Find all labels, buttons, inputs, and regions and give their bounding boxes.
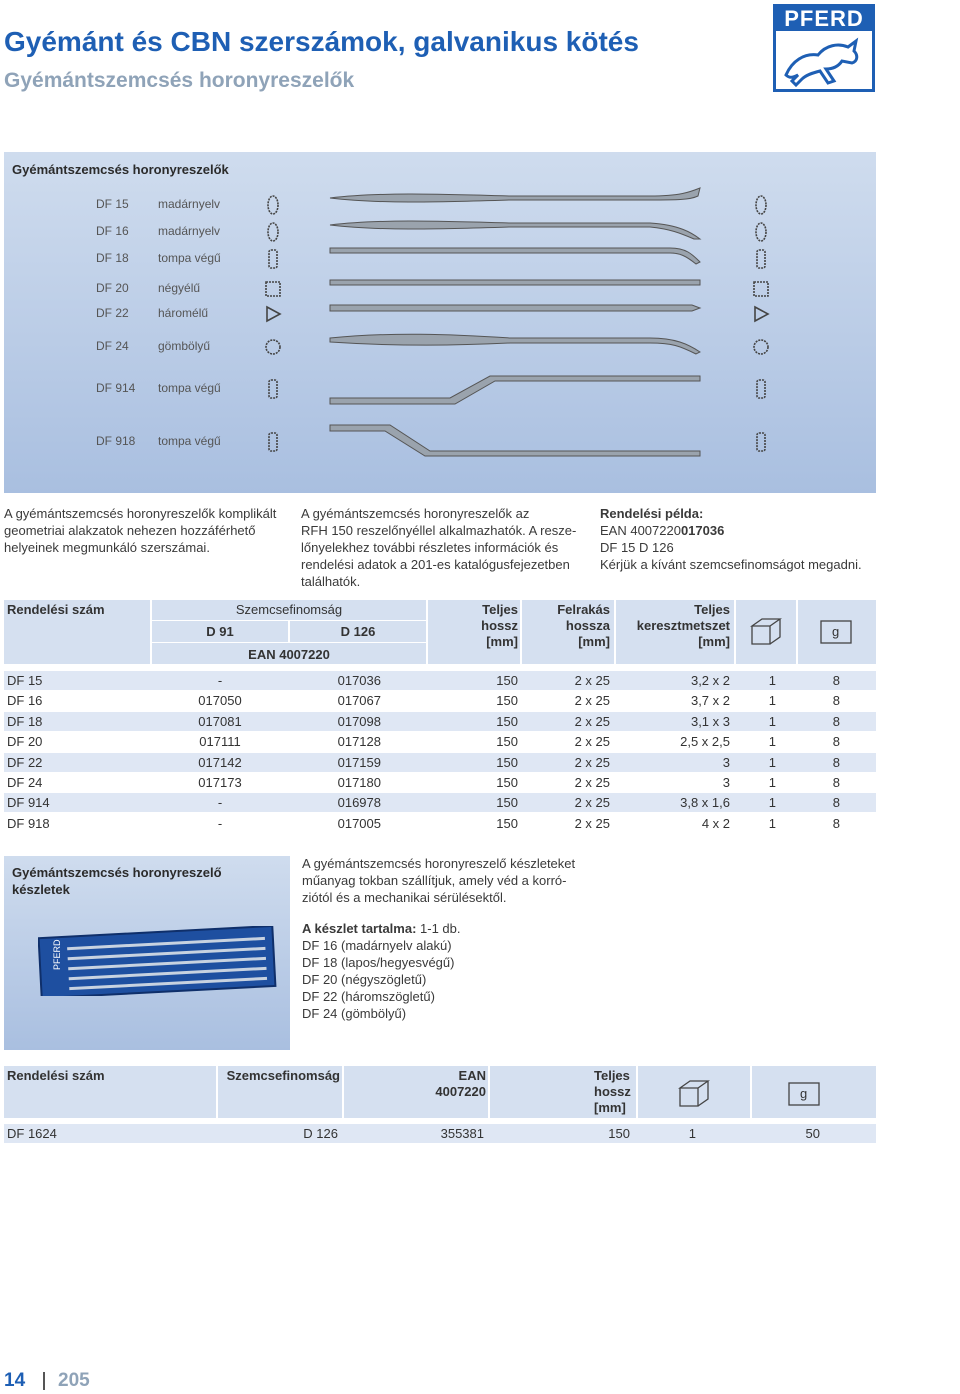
file-row [4, 336, 876, 358]
cell-code: DF 24 [7, 775, 43, 790]
file-name: madárnyelv [158, 197, 221, 211]
cell-len: 150 [496, 795, 518, 811]
file-code: DF 914 [96, 381, 136, 395]
handle-info-line: rendelési adatok a 201-es katalógusfejezetben [301, 557, 570, 572]
profile-icon [262, 378, 284, 400]
cell-len: 150 [496, 673, 518, 688]
file-code: DF 22 [96, 306, 129, 320]
cell-d91: - [217, 673, 223, 688]
table-row [4, 732, 876, 751]
horse-logo-icon [782, 35, 866, 89]
file-row [4, 248, 876, 270]
profile-icon [750, 378, 772, 400]
kit-description [302, 855, 602, 906]
cell-g: 8 [832, 713, 840, 729]
cell-g: 8 [832, 795, 840, 811]
profile-icon [750, 194, 772, 216]
kit-description-line: műanyag tokban szállítjuk, amely véd a korró- [302, 873, 567, 888]
profile-icon [262, 303, 284, 325]
intro-text: A gyémántszemcsés horonyreszelők komplikált geometriai alakzatok nehezen hozzáférhető helyeinek megmunkáló szerszámai. [4, 506, 277, 555]
page-divider [43, 1372, 45, 1390]
cell-ean: 355381 [440, 1126, 484, 1141]
cell-d126: 016978 [337, 795, 381, 811]
cell-g: 8 [832, 775, 840, 790]
cell-len: 150 [608, 1126, 630, 1141]
profile-icon [262, 221, 284, 243]
file-name: négyélű [158, 281, 201, 295]
kit-header-length: Teljes hossz [mm] [490, 1066, 636, 1118]
needle-file-image [320, 370, 710, 410]
cell-len: 150 [496, 734, 518, 750]
file-name: tompa végű [158, 381, 221, 395]
profile-icon [750, 336, 772, 358]
header-coating-length: Felrakás hossza [mm] [522, 600, 614, 664]
cell-cross: 3 [722, 754, 730, 770]
cell-code: DF 1624 [7, 1126, 57, 1141]
profile-icon [750, 278, 772, 300]
profile-icon [262, 336, 284, 358]
panel-title: Gyémántszemcsés horonyreszelők [12, 162, 229, 177]
table-row [4, 1124, 876, 1143]
cell-d91: 017050 [198, 693, 242, 709]
cell-coat: 2 x 25 [574, 713, 610, 729]
kit-contents-heading: A készlet tartalma: 1-1 db. [302, 921, 461, 936]
cell-len: 150 [496, 775, 518, 790]
cell-coat: 2 x 25 [574, 775, 610, 790]
cell-cross: 2,5 x 2,5 [680, 734, 730, 750]
kit-case-image [38, 926, 278, 996]
header-length: Teljes hossz [mm] [428, 600, 520, 664]
header-d126: D 126 [290, 621, 426, 642]
pferd-logo [773, 4, 875, 92]
cell-d91: 017081 [198, 713, 242, 729]
header-cross-section: Teljes keresztmetszet [mm] [616, 600, 734, 664]
cell-g: 8 [832, 693, 840, 709]
cell-g: 8 [832, 734, 840, 750]
weight-label: g [800, 1086, 808, 1101]
kit-description-line: A gyémántszemcsés horonyreszelő készleteket [302, 856, 576, 871]
cell-code: DF 18 [7, 713, 43, 729]
cell-d91: - [217, 815, 223, 831]
kit-title: Gyémántszemcsés horonyreszelő készletek [12, 865, 222, 897]
cell-d91: 017173 [198, 775, 242, 790]
file-name: gömbölyű [158, 339, 211, 353]
cell-coat: 2 x 25 [574, 673, 610, 688]
page-subtitle: Gyémántszemcsés horonyreszelők [4, 69, 355, 92]
file-row [4, 303, 876, 325]
handle-info-line: lőnyelekhez további részletes információk és [301, 540, 559, 555]
kit-item: DF 18 (lapos/hegyesvégű) [302, 955, 455, 970]
page-number-left: 14 [4, 1370, 26, 1391]
cell-g: 8 [832, 754, 840, 770]
cell-d91: 017142 [198, 754, 242, 770]
box-icon [750, 616, 782, 646]
cell-d126: 017067 [337, 693, 381, 709]
cell-pack: 1 [768, 693, 776, 709]
file-code: DF 16 [96, 224, 129, 238]
cell-d91: - [217, 795, 223, 811]
cell-grit: D 126 [303, 1126, 338, 1141]
cell-code: DF 914 [7, 795, 50, 811]
kit-header-ean: EAN 4007220 [344, 1066, 488, 1118]
order-example-ean: EAN 4007220017036 [600, 523, 725, 538]
header-order-no: Rendelési szám [4, 600, 150, 664]
kit-item: DF 20 (négyszögletű) [302, 972, 427, 987]
cell-cross: 3,8 x 1,6 [680, 795, 730, 811]
cell-coat: 2 x 25 [574, 693, 610, 709]
cell-pack: 1 [768, 775, 776, 790]
page-title: Gyémánt és CBN szerszámok, galvanikus kötés [4, 26, 639, 57]
file-code: DF 24 [96, 339, 129, 353]
handle-info-line: találhatók. [301, 574, 361, 589]
table-row [4, 671, 876, 690]
file-name: madárnyelv [158, 224, 221, 238]
header-weight [798, 600, 876, 664]
cell-pack: 1 [768, 815, 776, 831]
file-name: tompa végű [158, 251, 221, 265]
file-name: háromélű [158, 306, 209, 320]
kit-contents [302, 920, 602, 1022]
cell-g: 8 [832, 673, 840, 688]
header-pack [736, 600, 796, 664]
profile-icon [750, 248, 772, 270]
kit-item: DF 16 (madárnyelv alakú) [302, 938, 452, 953]
profile-icon [262, 431, 284, 453]
table-row [4, 691, 876, 710]
kit-header-pack [638, 1066, 750, 1118]
weight-label: g [832, 624, 840, 639]
cell-d126: 017128 [337, 734, 381, 750]
kit-header-order-no: Rendelési szám [4, 1066, 216, 1118]
cell-pack: 1 [768, 713, 776, 729]
cell-len: 150 [496, 815, 518, 831]
kit-header-weight [752, 1066, 876, 1118]
table-row [4, 814, 876, 833]
cell-cross: 3,2 x 2 [690, 673, 730, 688]
order-example [600, 505, 900, 573]
cell-d126: 017005 [337, 815, 381, 831]
kit-description-line: ziótól és a mechanikai sérülésektől. [302, 890, 507, 905]
cell-pack: 1 [688, 1126, 696, 1141]
cell-code: DF 918 [7, 815, 50, 831]
page-number-right: 205 [58, 1370, 90, 1391]
profile-icon [262, 278, 284, 300]
cell-g: 50 [805, 1126, 820, 1141]
file-code: DF 20 [96, 281, 129, 295]
handle-info-line: A gyémántszemcsés horonyreszelők az [301, 506, 530, 521]
cell-len: 150 [496, 693, 518, 709]
cell-coat: 2 x 25 [574, 795, 610, 811]
file-row [4, 378, 876, 400]
profile-icon [750, 303, 772, 325]
cell-len: 150 [496, 754, 518, 770]
cell-d126: 017036 [337, 673, 381, 688]
cell-code: DF 16 [7, 693, 43, 709]
table-row [4, 753, 876, 772]
cell-d91: 017111 [199, 734, 241, 750]
file-code: DF 18 [96, 251, 129, 265]
table-row [4, 793, 876, 812]
handle-info [301, 505, 591, 590]
box-icon [678, 1078, 710, 1108]
file-row [4, 431, 876, 453]
cell-coat: 2 x 25 [574, 815, 610, 831]
cell-d126: 017180 [337, 775, 381, 790]
cell-cross: 3,1 x 3 [690, 713, 730, 729]
cell-cross: 4 x 2 [701, 815, 730, 831]
file-code: DF 15 [96, 197, 129, 211]
handle-info-line: RFH 150 reszelőnyéllel alkalmazhatók. A resze- [301, 523, 577, 538]
cell-g: 8 [832, 815, 840, 831]
cell-code: DF 22 [7, 754, 43, 770]
cell-pack: 1 [768, 754, 776, 770]
cell-code: DF 15 [7, 673, 43, 688]
file-name: tompa végű [158, 434, 221, 448]
header-ean: EAN 4007220 [152, 643, 426, 664]
cell-coat: 2 x 25 [574, 754, 610, 770]
cell-len: 150 [496, 713, 518, 729]
cell-pack: 1 [768, 673, 776, 688]
order-example-title: Rendelési példa: [600, 506, 704, 521]
profile-icon [750, 431, 772, 453]
profile-icon [262, 248, 284, 270]
header-d91: D 91 [152, 621, 288, 642]
table-row [4, 773, 876, 792]
cell-coat: 2 x 25 [574, 734, 610, 750]
table-row [4, 712, 876, 731]
order-example-line: Kérjük a kívánt szemcsefinomságot megadni. [600, 557, 862, 572]
kit-image-panel [4, 856, 290, 1050]
kit-item: DF 24 (gömbölyű) [302, 1006, 407, 1021]
kit-table [4, 1066, 876, 1146]
cell-d126: 017159 [337, 754, 381, 770]
product-image-panel [4, 152, 876, 493]
header-grit: Szemcsefinomság [152, 600, 426, 620]
cell-pack: 1 [768, 734, 776, 750]
profile-icon [262, 194, 284, 216]
cell-d126: 017098 [337, 713, 381, 729]
logo-text: PFERD [776, 7, 872, 31]
profile-icon [750, 221, 772, 243]
needle-file-image [320, 328, 710, 368]
needle-file-image [320, 423, 710, 463]
order-example-line: DF 15 D 126 [600, 540, 674, 555]
file-code: DF 918 [96, 434, 136, 448]
kit-item: DF 22 (háromszögletű) [302, 989, 435, 1004]
kit-case-label: PFERD [52, 939, 62, 970]
product-table [4, 600, 876, 832]
cell-pack: 1 [768, 795, 776, 811]
kit-header-grit: Szemcsefinomság [218, 1066, 342, 1118]
cell-code: DF 20 [7, 734, 43, 750]
cell-cross: 3 [722, 775, 730, 790]
cell-cross: 3,7 x 2 [690, 693, 730, 709]
